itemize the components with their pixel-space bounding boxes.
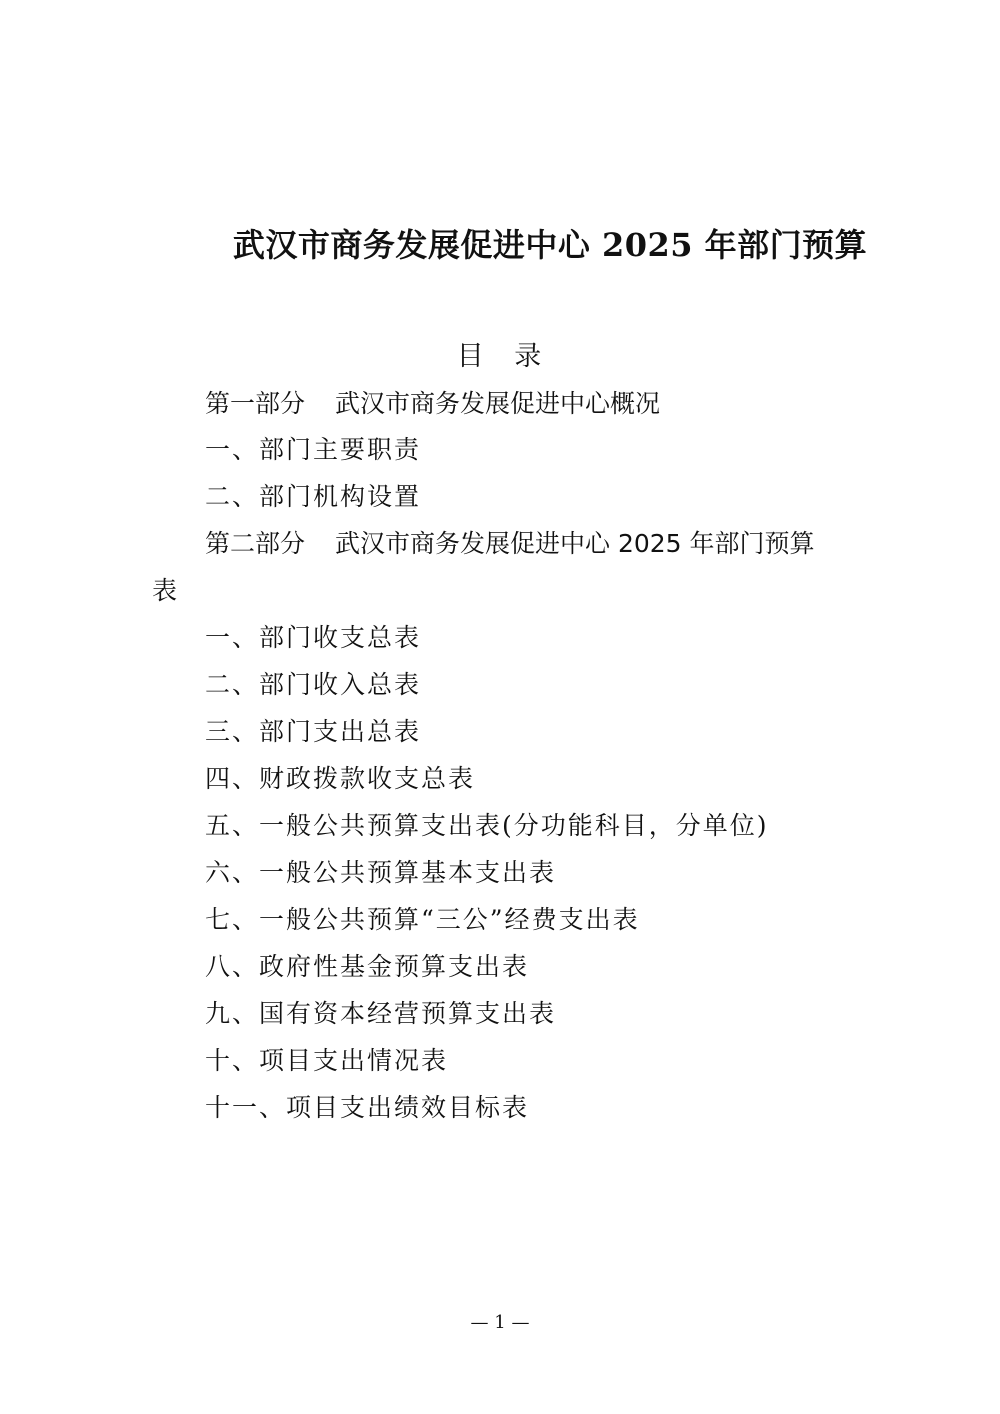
toc-part-2-label: 第二部分 bbox=[205, 529, 306, 558]
toc-item: 十、项目支出情况表 bbox=[205, 1046, 449, 1075]
page-number: — 1 — bbox=[470, 1312, 530, 1333]
toc-item: 一、部门主要职责 bbox=[205, 435, 422, 464]
toc-item: 六、一般公共预算基本支出表 bbox=[205, 858, 557, 887]
toc-heading: 目 录 bbox=[456, 341, 544, 372]
toc-part-2-wrap: 表 bbox=[152, 576, 178, 605]
toc-item: 十一、项目支出绩效目标表 bbox=[205, 1093, 530, 1122]
toc-item: 五、一般公共预算支出表(分功能科目，分单位) bbox=[205, 811, 769, 840]
document-title: 武汉市商务发展促进中心 2025 年部门预算 bbox=[232, 226, 868, 264]
toc-part-2-text: 武汉市商务发展促进中心 2025 年部门预算 bbox=[335, 529, 815, 558]
toc-item: 一、部门收支总表 bbox=[205, 623, 422, 652]
toc-item: 二、部门收入总表 bbox=[205, 670, 422, 699]
toc-item: 七、一般公共预算“三公”经费支出表 bbox=[205, 905, 640, 934]
toc-item: 三、部门支出总表 bbox=[205, 717, 422, 746]
toc-item: 二、部门机构设置 bbox=[205, 482, 422, 511]
toc-part-1-label: 第一部分 bbox=[205, 389, 306, 418]
toc-item: 九、国有资本经营预算支出表 bbox=[205, 999, 557, 1028]
toc-part-1 bbox=[205, 384, 660, 420]
toc-part-1-text: 武汉市商务发展促进中心概况 bbox=[335, 389, 661, 418]
toc-item: 四、财政拨款收支总表 bbox=[205, 764, 476, 793]
toc-part-2 bbox=[205, 524, 815, 560]
toc-item: 八、政府性基金预算支出表 bbox=[205, 952, 530, 981]
